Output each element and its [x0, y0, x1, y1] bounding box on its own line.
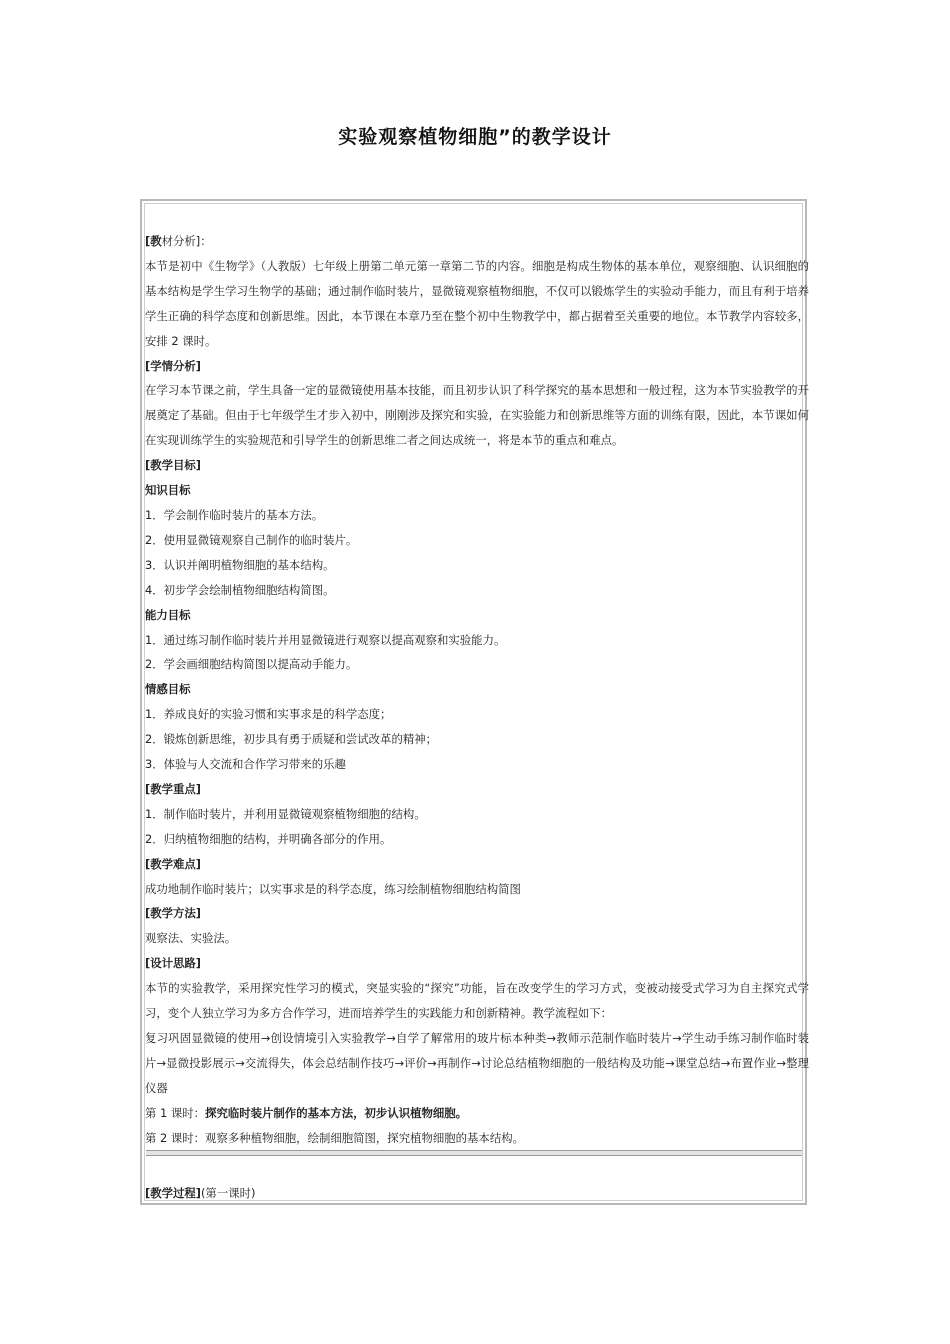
content-body [145, 229, 809, 1151]
design-heading: [设计思路] [145, 956, 201, 971]
knowledge-goals-heading: 知识目标 [145, 483, 191, 498]
student-heading: [学情分析] [145, 358, 201, 373]
document-title: 实验观察植物细胞”的教学设计 [338, 126, 612, 148]
material-heading-bold: [教 [145, 234, 162, 248]
goals-heading: [教学目标] [145, 458, 201, 473]
material-heading-rest: 材分析]： [161, 234, 212, 248]
design-flow: 复习巩固显微镜的使用→创设情境引入实验教学→自学了解常用的玻片标本种类→教师示范制作临时装片→学生动手练习制作临时装片→显微投影展示→交流得失，体会总结制作技巧→评价→再制作→讨论总结植物细胞的一般结构及功能→课堂总结→布置作业→整理仪器 [145, 1031, 809, 1095]
process-heading-line [145, 1181, 255, 1205]
knowledge-goal-item: 4．初步学会绘制植物细胞结构简图。 [145, 582, 335, 597]
process-heading: [教学过程] [145, 1186, 201, 1200]
key-point-item: 2．归纳植物细胞的结构，并明确各部分的作用。 [145, 831, 392, 846]
methods-heading: [教学方法] [145, 906, 201, 921]
process-note: (第一课时) [200, 1186, 256, 1200]
difficulties-heading: [教学难点] [145, 856, 201, 871]
ability-goals-heading: 能力目标 [145, 607, 191, 622]
design-body: 本节的实验教学，采用探究性学习的模式，突显实验的“探究”功能，旨在改变学生的学习方式，变被动接受式学习为自主探究式学习，变个人独立学习为多方合作学习，进而培养学生的实践能力和创新精神。教学流程如下： [145, 981, 809, 1021]
student-body: 在学习本节课之前，学生具备一定的显微镜使用基本技能，而且初步认识了科学探究的基本思想和一般过程，这为本节实验教学的开展奠定了基础。但由于七年级学生才步入初中，刚刚涉及探究和实验，在实验能力和创新思维等方面的训练有限，因此，本节课如何在实现训练学生的实验规范和引导学生的创新思维二者之间达成统一，将是本节的重点和难点。 [145, 383, 809, 448]
emotion-goals-heading: 情感目标 [145, 682, 191, 697]
ability-goal-item: 1．通过练习制作临时装片并用显微镜进行观察以提高观察和实验能力。 [145, 632, 506, 647]
key-points-heading: [教学重点] [145, 781, 201, 796]
knowledge-goal-item: 1．学会制作临时装片的基本方法。 [145, 507, 324, 522]
lesson-one [145, 1101, 809, 1126]
lesson-one-text: 探究临时装片制作的基本方法，初步认识植物细胞。 [205, 1105, 468, 1120]
knowledge-goal-item: 2．使用显微镜观察自己制作的临时装片。 [145, 532, 358, 547]
section-divider [146, 1150, 802, 1156]
key-point-item: 1．制作临时装片，并利用显微镜观察植物细胞的结构。 [145, 806, 426, 821]
lesson-one-label: 第 1 课时： [145, 1105, 206, 1120]
material-heading [145, 229, 809, 254]
difficulties-body: 成功地制作临时装片；以实事求是的科学态度，练习绘制植物细胞结构简图 [145, 881, 521, 896]
knowledge-goal-item: 3．认识并阐明植物细胞的基本结构。 [145, 557, 335, 572]
methods-body: 观察法、实验法。 [145, 931, 237, 946]
ability-goal-item: 2．学会画细胞结构简图以提高动手能力。 [145, 657, 358, 672]
emotion-goal-item: 2．锻炼创新思维，初步具有勇于质疑和尝试改革的精神； [145, 732, 438, 747]
material-body: 本节是初中《生物学》（人教版）七年级上册第二单元第一章第二节的内容。细胞是构成生物体的基本单位，观察细胞、认识细胞的基本结构是学生学习生物学的基础；通过制作临时装片，显微镜观察植物细胞，不仅可以锻炼学生的实验动手能力，而且有利于培养学生正确的科学态度和创新思维。因此，本节课在本章乃至在整个初中生物教学中，都占据着至关重要的地位。本节教学内容较多，安排 2 课时。 [145, 258, 809, 348]
emotion-goal-item: 3．体验与人交流和合作学习带来的乐趣 [145, 757, 346, 772]
emotion-goal-item: 1．养成良好的实验习惯和实事求是的科学态度； [145, 707, 392, 722]
lesson-two: 第 2 课时：观察多种植物细胞，绘制细胞简图，探究植物细胞的基本结构。 [145, 1130, 524, 1145]
